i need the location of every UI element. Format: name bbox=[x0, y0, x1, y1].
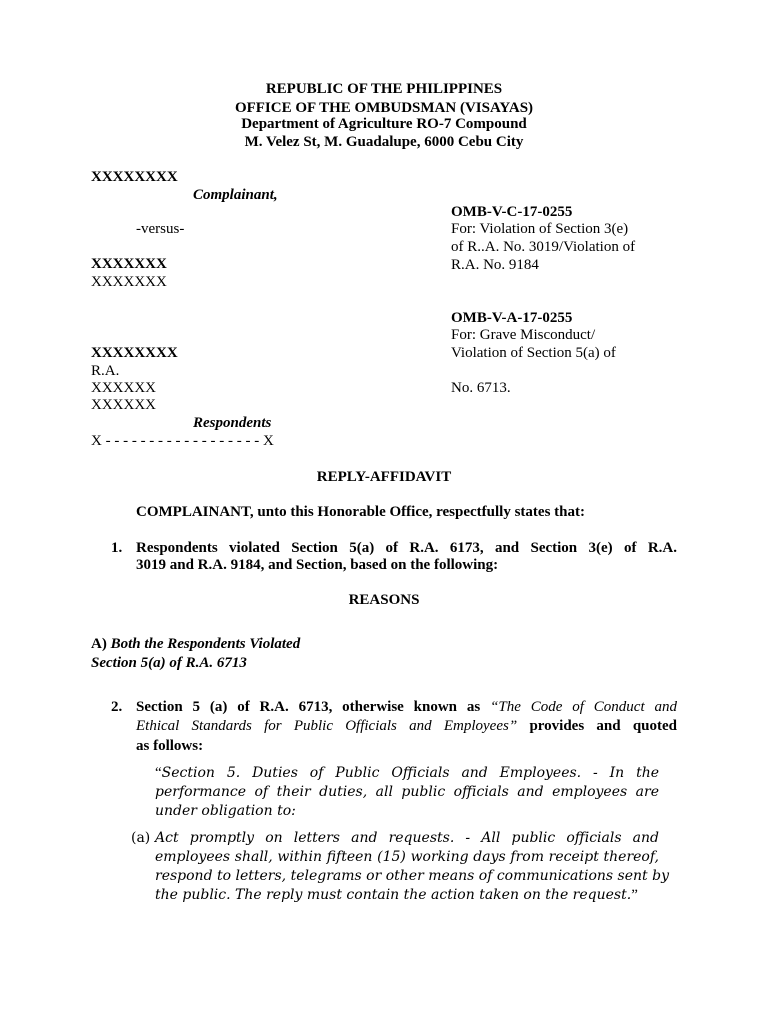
case-number-2: OMB-V-A-17-0255 bbox=[451, 310, 573, 326]
quote-line-1-text: Section 5. Duties of Public Officials and Employees. - In the bbox=[161, 765, 659, 781]
item-2-line-1 bbox=[136, 698, 677, 717]
subheading-line-1: Both the Respondents Violated bbox=[110, 636, 301, 652]
respondent-name-4: XXXXXX bbox=[91, 397, 156, 413]
quote-sub-line-3: respond to letters, telegrams or other means of communications sent by bbox=[155, 868, 669, 884]
subheading-line-2: Section 5(a) of R.A. 6713 bbox=[91, 655, 247, 671]
respondent-name-1a: XXXXXXX bbox=[91, 256, 167, 272]
versus-label: -versus- bbox=[136, 221, 185, 237]
respondent-name-1b: XXXXXXX bbox=[91, 274, 167, 290]
item-2-line-2-b: provides and quoted bbox=[529, 718, 678, 734]
item-2-line-2 bbox=[136, 717, 677, 736]
subheading-a bbox=[91, 635, 300, 654]
item-2-line-3: as follows: bbox=[136, 738, 204, 754]
case-2-line-2: Violation of Section 5(a) of bbox=[451, 345, 616, 361]
item-2-line-1-b: “The Code of Conduct and bbox=[490, 699, 677, 715]
quote-sub-line-4 bbox=[155, 886, 638, 905]
case-number-1: OMB-V-C-17-0255 bbox=[451, 204, 573, 220]
case-1-line-3: R.A. No. 9184 bbox=[451, 257, 539, 273]
quote-sub-label: (a) bbox=[131, 830, 151, 846]
quote-close-mark: ” bbox=[631, 887, 638, 903]
header-line-1: REPUBLIC OF THE PHILIPPINES bbox=[265, 81, 503, 97]
item-2-line-1-a: Section 5 (a) of R.A. 6713, otherwise known as bbox=[136, 699, 481, 715]
item-1-line-2: 3019 and R.A. 9184, and Section, based on the following: bbox=[136, 557, 499, 573]
header-line-3: Department of Agriculture RO-7 Compound bbox=[241, 116, 527, 132]
item-1-number: 1. bbox=[111, 540, 123, 556]
item-1-line-1: Respondents violated Section 5(a) of R.A. 6173, and Section 3(e) of R.A. bbox=[136, 540, 677, 556]
quote-sub-line-4-text: the public. The reply must contain the action taken on the request. bbox=[155, 887, 632, 903]
quote-open-mark: “ bbox=[155, 765, 162, 781]
respondent-name-3: XXXXXX bbox=[91, 380, 156, 396]
respondent-name-2: XXXXXXXX bbox=[91, 345, 178, 361]
case-2-line-3: No. 6713. bbox=[451, 380, 511, 396]
quote-sub-line-2: employees shall, within fifteen (15) working days from receipt thereof, bbox=[155, 849, 659, 865]
quote-line-3: under obligation to: bbox=[155, 803, 296, 819]
complainant-label: Complainant, bbox=[193, 187, 278, 203]
subheading-letter: A) bbox=[91, 636, 111, 652]
header-line-4: M. Velez St, M. Guadalupe, 6000 Cebu City bbox=[244, 134, 524, 150]
item-2-number: 2. bbox=[111, 699, 123, 715]
document-title: REPLY-AFFIDAVIT bbox=[316, 469, 452, 485]
caption-separator: X - - - - - - - - - - - - - - - - - - X bbox=[91, 433, 274, 449]
case-2-line-1: For: Grave Misconduct/ bbox=[451, 327, 596, 343]
respondents-label: Respondents bbox=[193, 415, 272, 431]
complainant-name: XXXXXXXX bbox=[91, 169, 178, 185]
intro-bold: COMPLAINANT, bbox=[136, 504, 254, 520]
quote-line-1 bbox=[155, 764, 659, 783]
quote-line-2: performance of their duties, all public officials and employees are bbox=[155, 784, 659, 800]
intro-rest: unto this Honorable Office, respectfully states that: bbox=[253, 504, 585, 520]
reasons-heading: REASONS bbox=[348, 592, 420, 608]
respondent-ra: R.A. bbox=[91, 363, 120, 379]
case-1-line-2: of R..A. No. 3019/Violation of bbox=[451, 239, 636, 255]
case-1-line-1: For: Violation of Section 3(e) bbox=[451, 221, 629, 237]
intro-paragraph bbox=[136, 503, 585, 522]
header-line-2: OFFICE OF THE OMBUDSMAN (VISAYAS) bbox=[234, 100, 534, 116]
quote-sub-line-1: Act promptly on letters and requests. - All public officials and bbox=[155, 830, 659, 846]
item-2-line-2-a: Ethical Standards for Public Officials and Employees” bbox=[136, 718, 518, 734]
